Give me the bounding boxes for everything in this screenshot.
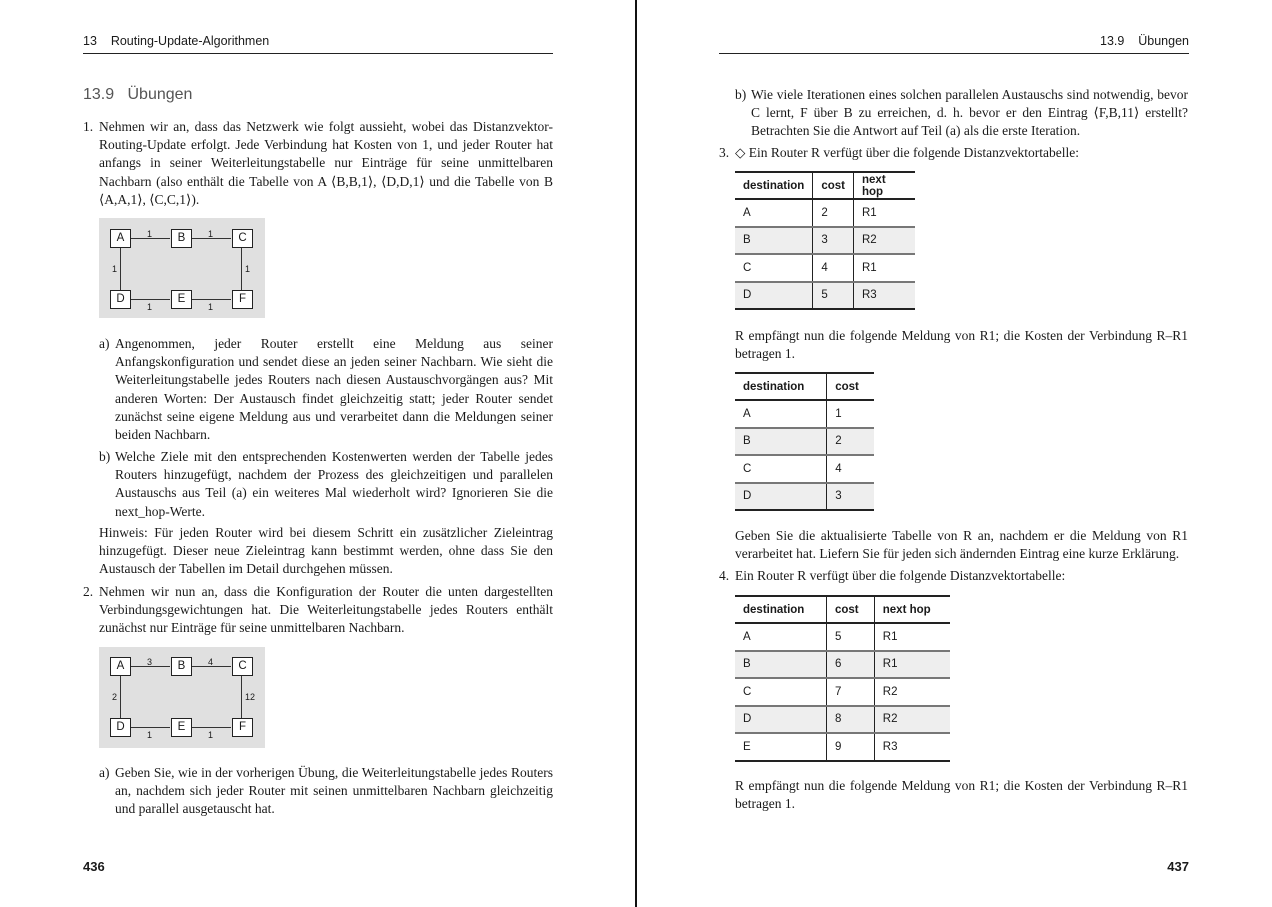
section-title: Übungen [1138,34,1189,48]
table-cell: 2 [827,428,874,456]
section-title: Übungen [127,86,193,103]
column-header: next hop [874,596,950,623]
table-cell: R3 [874,733,950,761]
table-row [735,623,950,651]
section-heading [83,86,192,104]
subtask-label: b) [735,87,747,102]
edge-e-f [191,299,231,300]
router-node-e: E [171,290,192,309]
exercise-2 [83,583,553,638]
table-row [735,733,950,761]
weight-a-b: 3 [147,657,153,667]
weight-e-f: 1 [208,730,214,740]
weight-b-c: 1 [208,229,214,239]
table-row [735,282,915,310]
table-cell: 6 [826,651,874,679]
exercise-text: Ein Router R verfügt über die folgende Distanzvektortabelle: [735,568,1066,583]
router-node-b: B [171,657,192,676]
exercise-number: 4. [719,568,730,583]
weight-c-f: 12 [245,692,256,702]
table-cell: C [735,678,826,706]
table-cell: A [735,400,827,428]
router-node-a: A [110,657,131,676]
router-node-a: A [110,229,131,248]
router-node-e: E [171,718,192,737]
right-page [637,0,1272,907]
column-header: destination [735,596,826,623]
weight-d-e: 1 [147,302,153,312]
table-row [735,678,950,706]
column-header: destination [735,373,827,400]
column-header: next hop [854,172,916,199]
table-cell: 8 [826,706,874,734]
network-diagram-1 [99,218,265,318]
table-row [735,227,915,255]
page-number-right: 437 [1167,859,1189,874]
running-header-right [1100,34,1189,48]
table-cell: R1 [854,254,916,282]
table-cell: 9 [826,733,874,761]
table-cell: C [735,254,813,282]
distance-vector-table-r-2 [735,595,950,762]
network-diagram-2 [99,647,265,748]
table-cell: 3 [827,483,874,511]
table-cell: R2 [874,706,950,734]
exercise-3 [719,144,1189,162]
table-row [735,651,950,679]
weight-a-d: 1 [112,264,118,274]
table-cell: R1 [874,651,950,679]
subtask-label: a) [99,336,110,351]
running-header-left [83,34,269,48]
router-node-f: F [232,718,253,737]
exercise-number: 1. [83,119,94,134]
table-cell: 7 [826,678,874,706]
table-cell: A [735,199,813,227]
table-cell: B [735,651,826,679]
exercise-3-task: Geben Sie die aktualisierte Tabelle von R an, nachdem er die Meldung von R1 verarbeitet hat. Liefern Sie für jeden sich ändernden Eintrag eine kurze Erklärung. [735,528,1188,562]
weight-c-f: 1 [245,264,251,274]
distance-vector-table-r [735,171,915,310]
table-cell: R1 [854,199,916,227]
table-cell: B [735,227,813,255]
header-rule [83,53,553,54]
edge-e-f [191,727,231,728]
router-node-f: F [232,290,253,309]
exercise-2b [735,86,1188,141]
exercise-3-message-intro: R empfängt nun die folgende Meldung von R1; die Kosten der Verbindung R–R1 betragen 1. [735,328,1188,362]
table-cell: R2 [874,678,950,706]
weight-e-f: 1 [208,302,214,312]
exercise-1 [83,118,553,209]
column-header: cost [826,596,874,623]
router-node-d: D [110,290,131,309]
exercise-text: Nehmen wir an, dass das Netzwerk wie folgt aussieht, wobei das Distanzvektor-Routing-Update erfolgt. Jede Verbindung hat Kosten von 1, und jeder Router hat anfangs in seiner Weiterleitungstabelle nur Einträge für seine unmittelbaren Nachbarn (also enthält die Tabelle von A ⟨B,B,1⟩, ⟨D,D,1⟩ und die Tabelle von B ⟨A,A,1⟩, ⟨C,C,1⟩). [99,119,553,207]
column-header: cost [827,373,874,400]
column-header: cost [813,172,854,199]
table-row [735,199,915,227]
table-cell: A [735,623,826,651]
table-cell: 2 [813,199,854,227]
table-cell: D [735,706,826,734]
table-cell: 1 [827,400,874,428]
router-node-c: C [232,229,253,248]
exercise-number: 3. [719,145,730,160]
router-node-b: B [171,229,192,248]
router-node-c: C [232,657,253,676]
message-table-r1 [735,372,874,511]
table-cell: B [735,428,827,456]
exercise-text: ◇ Ein Router R verfügt über die folgende Distanzvektortabelle: [735,145,1080,160]
exercise-text: Nehmen wir nun an, dass die Konfiguration der Router die unten dargestellten Verbindungsgewichtungen hat. Die Weiterleitungstabelle jedes Routers enthält zunächst nur Einträge für seine unmittelbaren Nachbarn. [99,584,553,636]
table-cell: 4 [827,455,874,483]
table-row [735,483,874,511]
exercise-2a [99,764,553,819]
weight-b-c: 4 [208,657,214,667]
table-cell: C [735,455,827,483]
column-header: destination [735,172,813,199]
exercise-1a [99,335,553,444]
subtask-text: Geben Sie, wie in der vorherigen Übung, die Weiterleitungstabelle jedes Routers an, nachdem sich jeder Router mit seinen unmittelbaren Nachbarn gleichzeitig und parallel ausgetauscht hat. [115,765,553,817]
table-row [735,706,950,734]
edge-d-e [130,727,170,728]
table-cell: 5 [813,282,854,310]
edge-d-e [130,299,170,300]
page-number-left: 436 [83,859,105,874]
table-cell: R3 [854,282,916,310]
table-row [735,455,874,483]
table-cell: 4 [813,254,854,282]
table-row [735,428,874,456]
table-cell: D [735,483,827,511]
subtask-text: Welche Ziele mit den entsprechenden Kostenwerten werden der Tabelle jedes Routers hinzugefügt, nachdem der Prozess des gleichzeitigen und parallelen Austauschs aus Teil (a) ein weiteres Mal wiederholt wird? Ignorieren Sie die next_hop-Werte. [115,449,553,519]
subtask-text: Angenommen, jeder Router erstellt eine Meldung aus seiner Anfangskonfiguration und sendet diese an jeden seiner Nachbarn. Wie sieht die Weiterleitungstabelle jedes Routers nach diesen Austauschvorgängen aus? Mit anderen Worten: Der Austausch findet gleichzeitig statt; jeder Router sendet zunächst seine eigene Meldung aus und verarbeitet dann die Meldungen seiner beiden Nachbarn. [115,336,553,443]
table-row [735,400,874,428]
exercise-4-message-intro: R empfängt nun die folgende Meldung von R1; die Kosten der Verbindung R–R1 betragen 1. [735,778,1188,812]
chapter-number: 13 [83,34,97,48]
table-cell: 5 [826,623,874,651]
exercise-4 [719,567,1189,585]
hint-text: Hinweis: Für jeden Router wird bei diesem Schritt ein zusätzlicher Zieleintrag hinzugefügt. Dieser neue Zieleintrag kann bestimmt werden, ohne dass Sie den Austausch der Tabellen im Detail durchgehen müssen. [99,525,553,577]
table-row [735,254,915,282]
table-cell: E [735,733,826,761]
weight-d-e: 1 [147,730,153,740]
table-cell: 3 [813,227,854,255]
exercise-1b [99,448,553,521]
section-number: 13.9 [83,86,115,103]
exercise-number: 2. [83,584,94,599]
subtask-text: Wie viele Iterationen eines solchen parallelen Austauschs sind notwendig, bevor C lernt, F über B zu erreichen, d. h. bevor er den Eintrag ⟨F,B,11⟩ erstellt? Betrachten Sie die Antwort auf Teil (a) als die erste Iteration. [751,87,1188,139]
weight-a-d: 2 [112,692,118,702]
chapter-title: Routing-Update-Algorithmen [110,34,270,48]
section-number: 13.9 [1100,34,1125,48]
subtask-label: a) [99,765,110,780]
router-node-d: D [110,718,131,737]
table-cell: R2 [854,227,916,255]
table-cell: R1 [874,623,950,651]
subtask-label: b) [99,449,111,464]
table-cell: D [735,282,813,310]
header-rule [719,53,1189,54]
weight-a-b: 1 [147,229,153,239]
